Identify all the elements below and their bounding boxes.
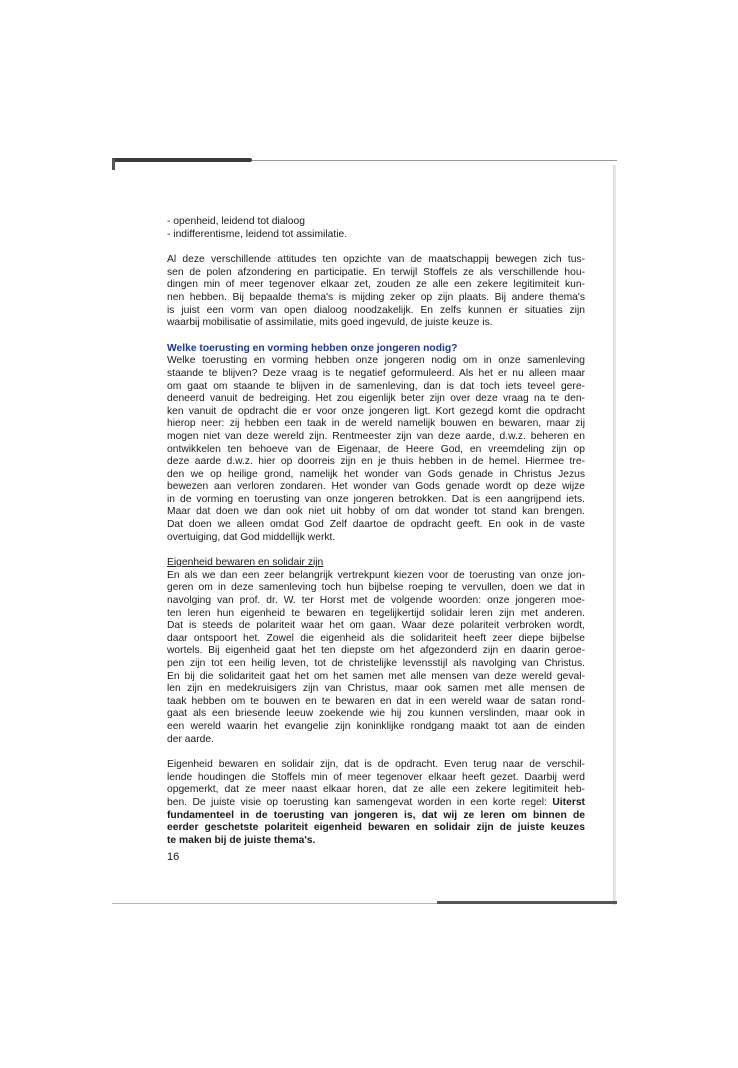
text-line: taak hebben om te bouwen en te bewaren en dat in een wereld waar de satan rond- bbox=[167, 695, 585, 707]
text-line: deneerd vanuit de bedreiging. Het zou eigenlijk beter zijn over deze vraag na te den- bbox=[167, 393, 585, 405]
text-line: hierop neer: zij hebben een taak in de wereld namelijk bouwen en bewaren, maar zij bbox=[167, 418, 585, 430]
section-heading: Welke toerusting en vorming hebben onze jongeren nodig? bbox=[167, 342, 458, 354]
text-line: den we op heilige grond, namelijk het wonder van Gods genade in Christus Jezus bbox=[167, 468, 585, 480]
text-line: lende houdingen die Stoffels min of meer tegenover elkaar heeft gezet. Daarbij werd bbox=[167, 771, 585, 783]
text-line: pen zijn tot een heilig leven, tot de christelijke levensstijl als navolging van Christus. bbox=[167, 658, 585, 669]
text-line: En bij die solidariteit gaat het om het samen met alle mensen van deze wereld geval- bbox=[167, 670, 585, 682]
list-item: - indifferentisme, leidend tot assimilatie. bbox=[167, 228, 348, 240]
text-line: een wereld waarin het evangelie zijn koninklijke rondgang maakt tot aan de einden bbox=[167, 720, 585, 732]
emphasis-text: Uiterst bbox=[552, 796, 585, 808]
text-line: der aarde. bbox=[167, 733, 214, 745]
page-right-edge bbox=[613, 165, 616, 905]
bullet-list bbox=[167, 216, 585, 241]
text-line: ken vanuit de opdracht die er voor onze jongeren ligt. Kort gezegd komt die opdracht bbox=[167, 405, 585, 417]
page-bottom-edge bbox=[112, 901, 617, 907]
subsection-heading: Eigenheid bewaren en solidair zijn bbox=[167, 557, 324, 569]
paragraph-toerusting bbox=[167, 355, 585, 544]
bottom-edge-shadow bbox=[437, 901, 617, 904]
emphasis-line: fundamenteel in de toerusting van jongeren is, dat wij ze leren om binnen de bbox=[167, 809, 585, 821]
top-edge-corner bbox=[112, 158, 115, 170]
text-line: nen hebben. Bij bepaalde thema's is mijding zeker op zijn plaats. Bij andere thema's bbox=[167, 291, 585, 303]
text-line: deze aarde d.w.z. hier op doorreis zijn en je thuis hebben in de hemel. Hiermee tre- bbox=[167, 456, 585, 468]
text-line: navolging van prof. dr. W. ter Horst met de volgende woorden: onze jongeren moe- bbox=[167, 595, 585, 607]
text-line: En als we dan een zeer belangrijk vertrekpunt kiezen voor de toerusting van onze jon- bbox=[167, 569, 585, 581]
top-edge-line bbox=[252, 160, 617, 161]
paragraph-conclusion bbox=[167, 759, 585, 847]
top-edge-shadow bbox=[112, 158, 252, 162]
text-line: is juist een vorm van open dialoog noodzakelijk. En zelfs kunnen er situaties zijn bbox=[167, 304, 585, 316]
text-fragment: ben. De juiste visie op toerusting kan samengevat worden in een korte regel: bbox=[167, 796, 547, 808]
text-line: Welke toerusting en vorming hebben onze jongeren nodig om in onze samenleving bbox=[167, 355, 585, 367]
text-line: geren om in deze samenleving toch hun bijbelse roeping te vervullen, doen we dat in bbox=[167, 582, 585, 594]
text-line bbox=[167, 797, 585, 810]
paragraph-attitudes bbox=[167, 254, 585, 330]
text-line: in de vorming en toerusting van onze jongeren betrokken. Dat is een aangrijpend iets. bbox=[167, 493, 585, 505]
list-item: - openheid, leidend tot dialoog bbox=[167, 216, 305, 227]
text-line: sen de polen afzondering en participatie. En terwijl Stoffels ze als verschillende hou- bbox=[167, 266, 585, 278]
text-line: ontwikkelen ten behoeve van de Eigenaar, de Heere God, en vreemdeling zijn op bbox=[167, 443, 585, 455]
text-line: Dat doen we alleen omdat God Zelf daartoe de opdracht geeft. En ook in de vaste bbox=[167, 519, 585, 531]
text-line: gaat als een briesende leeuw zoekende wie hij zou kunnen verslinden, maar ook in bbox=[167, 708, 585, 720]
paragraph-eigenheid bbox=[167, 570, 585, 746]
text-line: daar ontspoort het. Zowel die eigenheid als die solidariteit heeft zeer diepe bijbelse bbox=[167, 632, 585, 644]
emphasis-line: te maken bij de juiste thema's. bbox=[167, 834, 316, 846]
text-line: ten leren hun eigenheid te bewaren en tegelijkertijd solidair leren zijn met anderen. bbox=[167, 607, 585, 619]
text-line: dingen min of meer tegenover elkaar zet, zouden ze alle een zekere legitimiteit kun- bbox=[167, 279, 585, 291]
page-number: 16 bbox=[167, 851, 180, 863]
text-line: mogen niet van deze wereld zijn. Rentmeester zijn van deze aarde, d.w.z. beheren en bbox=[167, 430, 585, 442]
page-top-edge bbox=[112, 158, 617, 168]
text-line: overtuiging, dat God middellijk werkt. bbox=[167, 531, 336, 543]
page-text bbox=[167, 216, 585, 847]
text-line: wortels. Bij eigenheid gaat het ten diepste om het afgezonderd zijn en daarin geroe- bbox=[167, 645, 585, 657]
text-line: bewezen aan verloren zondaren. Het wonder van Gods genade wordt op deze wijze bbox=[167, 481, 585, 493]
text-line: staande te blijven? Deze vraag is te negatief geformuleerd. Als het er nu alleen maar bbox=[167, 367, 585, 379]
text-line: om gaat om staande te blijven in de samenleving, dan is dat toch iets teveel gere- bbox=[167, 380, 585, 392]
emphasis-line: eerder geschetste polariteit eigenheid bewaren en solidair zijn de juiste keuzes bbox=[167, 822, 585, 834]
text-line: opgemerkt, dat ze meer naast elkaar horen, dat ze alle een zekere legitimiteit heb- bbox=[167, 784, 585, 796]
text-line: len zijn en medekruisigers zijn van Christus, maar ook samen met alle mensen de bbox=[167, 683, 585, 695]
text-line: Eigenheid bewaren en solidair zijn, dat is de opdracht. Even terug naar de verschil- bbox=[167, 759, 585, 771]
text-line: Maar dat doen we dan ook niet uit hobby of om dat wonder tot stand kan brengen. bbox=[167, 506, 585, 518]
text-line: waarbij mobilisatie of assimilatie, mits goed ingevuld, de juiste keuze is. bbox=[167, 317, 493, 329]
text-line: Al deze verschillende attitudes ten opzichte van de maatschappij bewegen zich tus- bbox=[167, 254, 585, 266]
text-line: Dat is steeds de polariteit waar het om gaan. Waar deze polariteit verbroken wordt, bbox=[167, 620, 585, 632]
